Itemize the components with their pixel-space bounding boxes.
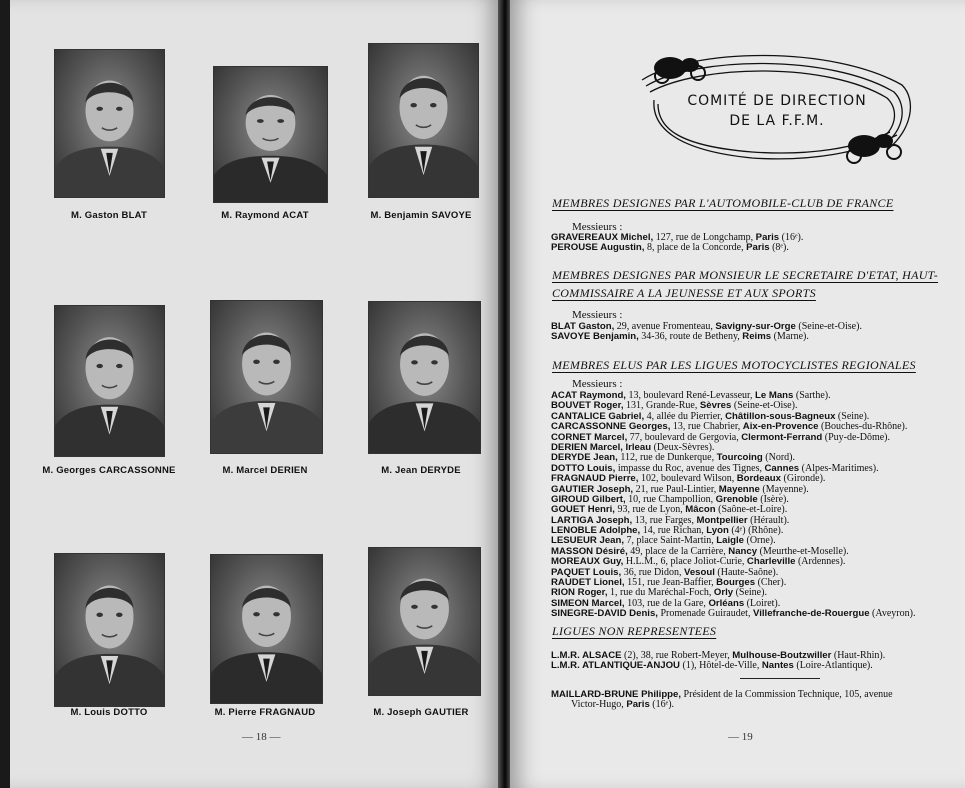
member-region: (Deux-Sèvres). (651, 441, 715, 453)
member-address: H.L.M., 6, place Joliot-Curie, (623, 556, 747, 568)
portrait-silhouette (369, 302, 480, 453)
member-region: (Seine). (835, 410, 870, 422)
member-city: Reims (742, 331, 772, 343)
divider (740, 678, 820, 679)
member-city: Sèvres (699, 400, 732, 412)
member-region: (Haut-Rhin). (831, 650, 886, 661)
member-name: CARCASSONNE Georges, (551, 421, 671, 433)
caption-title: M. (70, 707, 82, 718)
caption-title: M. (370, 210, 382, 221)
member-city: Mâcon (685, 504, 716, 516)
caption-title: M. (221, 210, 233, 221)
member-row (551, 332, 965, 342)
portrait-caption (34, 707, 184, 718)
member-region: (Marne). (771, 331, 809, 343)
caption-name: Marcel DERIEN (236, 465, 308, 476)
caption-name: Gaston BLAT (84, 210, 147, 221)
member-city: Tourcoing (716, 452, 763, 464)
portrait-photo (368, 301, 481, 454)
member-region: (Haute-Saône). (714, 566, 779, 578)
portrait-photo (210, 554, 323, 704)
member-name: PAQUET Louis, (551, 566, 622, 578)
member-region: (Aveyron). (869, 608, 916, 620)
member-address: Promenade Guiraudet, (657, 608, 753, 620)
member-city: Grenoble (715, 493, 758, 505)
portrait-silhouette (214, 67, 327, 202)
member-name: FRAGNAUD Pierre, (551, 473, 639, 485)
member-region: (Seine-et-Oise). (731, 400, 798, 412)
member-region: (Saône-et-Loire). (715, 504, 788, 516)
section-heading: COMMISSAIRE A LA JEUNESSE ET AUX SPORTS (552, 286, 816, 300)
member-region: (Ardennes). (795, 556, 846, 568)
caption-name: Georges CARCASSONNE (56, 465, 176, 476)
member-address: 13, rue Farges, (632, 514, 697, 526)
member-city: Orléans (708, 597, 745, 609)
member-region: (Loire-Atlantique). (793, 660, 873, 672)
member-region: (Seine). (733, 587, 767, 599)
portrait-silhouette (55, 306, 164, 456)
member-address: 93, rue de Lyon, (614, 504, 686, 516)
portrait-caption (190, 210, 340, 221)
member-city: Mayenne (718, 483, 760, 495)
member-address: 21, rue Paul-Lintier, (633, 483, 719, 495)
member-row (551, 243, 965, 253)
member-name: RION Roger, (551, 587, 608, 599)
caption-title: M. (42, 465, 54, 476)
member-address: 4, allée du Pierrier, (644, 410, 726, 422)
member-address: 10, rue Champollion, (625, 493, 716, 505)
member-name: MAILLARD-BRUNE Philippe, (551, 689, 682, 700)
member-region: (Orne). (743, 535, 776, 547)
member-city: Aix-en-Provence (742, 421, 819, 433)
member-city: Clermont-Ferrand (741, 431, 823, 443)
portrait-silhouette (369, 548, 480, 695)
member-city: Bourges (716, 577, 756, 589)
member-name: CANTALICE Gabriel, (551, 410, 645, 422)
section-heading: MEMBRES DESIGNES PAR MONSIEUR LE SECRETAIRE D'ETAT, HAUT- (552, 268, 939, 282)
member-region: (8ᵉ). (769, 242, 789, 254)
member-address: 8, place de la Concorde, (644, 242, 747, 254)
title-emblem (632, 40, 922, 170)
member-city: Paris (626, 699, 650, 711)
portrait-photo (54, 305, 165, 457)
member-list (551, 391, 965, 620)
member-city: Châtillon-sous-Bagneux (725, 410, 836, 422)
caption-name: Benjamin SAVOYE (384, 210, 472, 221)
portrait-photo (54, 553, 165, 707)
member-city: Lyon (706, 525, 729, 537)
portrait-caption (190, 465, 340, 476)
member-row (551, 661, 965, 671)
member-city: Montpellier (696, 514, 748, 526)
portrait-caption (34, 465, 184, 476)
member-city: Orly (713, 587, 734, 599)
member-name: L.M.R. ATLANTIQUE-ANJOU (551, 660, 680, 672)
member-name: LESUEUR Jean, (551, 535, 625, 547)
member-region: (Alpes-Maritimes). (799, 462, 879, 474)
member-name: SAVOYE Benjamin, (551, 331, 639, 343)
member-list (551, 651, 965, 672)
member-region: (Hérault). (747, 514, 790, 526)
member-city: Vesoul (683, 566, 715, 578)
member-city: Cannes (764, 462, 800, 474)
entry-text: (16ᵉ). (649, 699, 675, 711)
title-line-2: DE LA F.F.M. (729, 113, 825, 129)
section-heading: MEMBRES ELUS PAR LES LIGUES MOTOCYCLISTES REGIONALES (552, 358, 916, 372)
portrait-photo (54, 49, 165, 198)
member-address: 34-36, route de Betheny, (638, 331, 743, 343)
member-name: LARTIGA Joseph, (551, 514, 633, 526)
member-region: (Loiret). (744, 597, 781, 609)
page-number: — 18 — (242, 731, 281, 743)
member-city: Savigny-sur-Orge (715, 321, 796, 332)
caption-title: M. (71, 210, 82, 221)
portrait-caption (346, 707, 496, 718)
member-name: SINEGRE-DAVID Denis, (551, 608, 658, 620)
member-region: (Seine-et-Oise). (795, 321, 862, 332)
member-city: Le Mans (754, 390, 794, 401)
member-address: 14, rue Richan, (640, 525, 707, 537)
member-name: MASSON Désiré, (551, 545, 628, 557)
caption-name: Louis DOTTO (84, 707, 148, 718)
member-address: (2), 38, rue Robert-Meyer, (621, 650, 733, 661)
portrait-photo (213, 66, 328, 203)
member-city: Villefranche-de-Rouergue (752, 608, 870, 620)
section-heading: LIGUES NON REPRESENTEES (552, 624, 717, 638)
portrait-silhouette (211, 555, 322, 703)
member-name: BOUVET Roger, (551, 400, 624, 412)
member-name: DERIEN Marcel, (551, 441, 623, 453)
right-page (510, 0, 965, 788)
caption-name: Raymond ACAT (235, 210, 309, 221)
member-name: SIMEON Marcel, (551, 597, 625, 609)
member-address: 102, boulevard Wilson, (638, 473, 737, 485)
caption-title: M. (381, 465, 393, 476)
member-city: Paris (755, 232, 780, 243)
member-name: GRAVEREAUX Michel, (551, 232, 654, 243)
member-name: RAUDET Lionel, (551, 577, 625, 589)
member-name: DERYDE Jean, (551, 452, 618, 464)
member-address: 13, rue Chabrier, (670, 421, 743, 433)
member-name: L.M.R. ALSACE (551, 650, 622, 661)
portrait-caption (190, 707, 340, 718)
entry-text: Victor-Hugo, (571, 699, 627, 711)
entry-text: Président de la Commission Technique, 105, avenue (681, 689, 893, 700)
member-region: (Meurthe-et-Moselle). (757, 545, 849, 557)
member-region: (Nord). (762, 452, 795, 464)
member-region: (Gironde). (780, 473, 826, 485)
caption-name: Joseph GAUTIER (387, 707, 469, 718)
portrait-silhouette (55, 50, 164, 197)
member-address: 151, rue Jean-Baffier, (624, 577, 717, 589)
member-city: Charleville (746, 556, 796, 568)
member-name: GOUET Henri, (551, 504, 615, 516)
portrait-photo (210, 300, 323, 454)
member-name: CORNET Marcel, (551, 431, 628, 443)
member-address: 77, boulevard de Gergovia, (627, 431, 742, 443)
member-name: BLAT Gaston, (551, 321, 615, 332)
member-name: DOTTO Louis, (551, 462, 616, 474)
member-region: (Cher). (755, 577, 787, 589)
left-page (10, 0, 500, 788)
member-address: 112, rue de Dunkerque, (617, 452, 717, 464)
portrait-photo (368, 547, 481, 696)
member-name: MOREAUX Guy, (551, 556, 624, 568)
member-address: 131, Grande-Rue, (623, 400, 700, 412)
member-address: 49, place de la Carrière, (627, 545, 729, 557)
member-address: impasse du Roc, avenue des Tignes, (615, 462, 765, 474)
member-region: (4ᵉ) (Rhône). (728, 525, 784, 537)
member-row (551, 609, 965, 619)
caption-title: M. (222, 465, 234, 476)
member-address: 13, boulevard René-Levasseur, (625, 390, 755, 401)
title-line-1: COMITÉ DE DIRECTION (687, 93, 867, 109)
portrait-silhouette (211, 301, 322, 453)
member-city: Nantes (761, 660, 794, 672)
portrait-silhouette (55, 554, 164, 706)
page-number: — 19 (728, 731, 753, 743)
caption-name: Jean DERYDE (395, 465, 461, 476)
member-region: (Bouches-du-Rhône). (818, 421, 908, 433)
member-region: (Mayenne). (759, 483, 809, 495)
member-address: (1), Hôtel-de-Ville, (679, 660, 762, 672)
salutation: Messieurs : (572, 221, 623, 233)
member-city: Laigle (716, 535, 744, 547)
member-city: Paris (746, 242, 770, 254)
member-name: GIROUD Gilbert, (551, 493, 626, 505)
member-city: Mulhouse-Boutzwiller (732, 650, 832, 661)
member-list (551, 233, 965, 254)
member-region: (Sarthe). (793, 390, 831, 401)
member-name: PEROUSE Augustin, (551, 242, 645, 254)
caption-title: M. (373, 707, 385, 718)
member-region: (Puy-de-Dôme). (822, 431, 890, 443)
caption-title: M. (214, 707, 226, 718)
member-address: 1, rue du Maréchal-Foch, (607, 587, 714, 599)
member-address: 7, place Saint-Martin, (624, 535, 717, 547)
member-address: 29, avenue Fromenteau, (614, 321, 716, 332)
technical-commission-entry (551, 690, 965, 711)
section-heading: MEMBRES DESIGNES PAR L'AUTOMOBILE-CLUB DE FRANCE (552, 196, 894, 210)
member-name: GAUTIER Joseph, (551, 483, 634, 495)
entry-line-2 (551, 700, 965, 710)
member-name: LENOBLE Adolphe, (551, 525, 641, 537)
member-city: Irleau (625, 441, 652, 453)
member-list (551, 322, 965, 343)
portrait-photo (368, 43, 479, 198)
salutation: Messieurs : (572, 378, 623, 390)
member-region: (16ᵉ). (779, 232, 804, 243)
member-address: 103, rue de la Gare, (624, 597, 709, 609)
portrait-caption (346, 210, 496, 221)
portrait-caption (34, 210, 184, 221)
salutation: Messieurs : (572, 309, 623, 321)
member-city: Nancy (728, 545, 758, 557)
portrait-silhouette (369, 44, 478, 197)
member-name: ACAT Raymond, (551, 390, 626, 401)
portrait-caption (346, 465, 496, 476)
member-address: 36, rue Didon, (621, 566, 684, 578)
member-city: Bordeaux (736, 473, 781, 485)
member-region: (Isère). (757, 493, 789, 505)
caption-name: Pierre FRAGNAUD (228, 707, 316, 718)
member-address: 127, rue de Longchamp, (653, 232, 756, 243)
